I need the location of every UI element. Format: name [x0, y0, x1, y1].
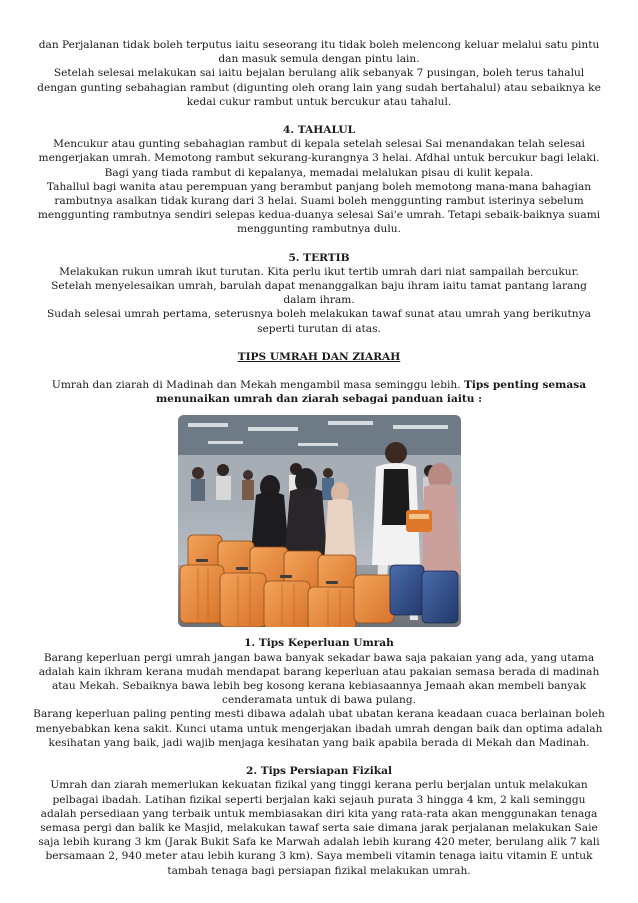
section-heading-tahalul: 4. TAHALUL [282, 124, 356, 137]
tips-lead-bold-text: Tips penting semasa menunaikan umrah dan ziarah sebagai panduan iaitu : [155, 379, 587, 406]
tip1-paragraph-2: Barang keperluan paling penting mesti dibawa adalah ubat ubatan kerana keadaan cuaca berlainan boleh menyebabkan kena sakit. Kunci utama untuk mengerjakan ibadah umrah dengan baik dan optima adalah kesihatan yang baik, jadi wajib menjaga kesihatan yang baik apabila berada di Mekah dan Madinah. [33, 708, 605, 749]
document-page [33, 38, 605, 878]
tertib-paragraph-1: Melakukan rukun umrah ikut turutan. Kita perlu ikut tertib umrah dari niat sampailah bercukur. [59, 265, 579, 278]
tip2-paragraph-1: Umrah dan ziarah memerlukan kekuatan fizikal yang tinggi kerana perlu berjalan untuk melakukan pelbagai ibadah. Latihan fizikal seperti berjalan kaki sejauh purata 3 hingga 4 km, 2 kali seminggu adalah persediaan yang terbaik untuk membiasakan diri kita yang rata-rata akan menggunakan tenaga semasa pergi dan balik ke Masjid, melakukan tawaf serta saie dimana jarak perjalanan melakukan Saie saja lebih kurang 3 km (Jarak Bukit Safa ke Marwah adalah lebih kurang 420 meter, berulang alik 7 kali bersamaan 2, 940 meter atau lebih kurang 3 km). Saya membeli vitamin tenaga iaitu vitamin E untuk tambah tenaga bagi persiapan fizikal melakukan umrah. [38, 779, 600, 877]
pilgrims-luggage-photo [178, 415, 461, 627]
tertib-paragraph-3: Sudah selesai umrah pertama, seterusnya boleh melakukan tawaf sunat atau umrah yang berikutnya seperti turutan di atas. [47, 308, 591, 335]
tip-heading-keperluan: 1. Tips Keperluan Umrah [244, 637, 394, 650]
tip-heading-fizikal: 2. Tips Persiapan Fizikal [245, 765, 393, 778]
tips-lead-text: Umrah dan ziarah di Madinah dan Mekah mengambil masa seminggu lebih. [51, 379, 464, 392]
section-heading-tertib: 5. TERTIB [288, 251, 350, 264]
tips-lead-paragraph [33, 378, 605, 406]
tertib-paragraph-2: Setelah menyelesaikan umrah, barulah dapat menanggalkan baju ihram iaitu tamat pantang larang dalam ihram. [51, 280, 587, 307]
tip1-paragraph-1: Barang keperluan pergi umrah jangan bawa banyak sekadar bawa saja pakaian yang ada, yang utama adalah kain ikhram kerana mudah mendapat barang keperluan atau pakaian semasa berada di madinah atau Mekah. Sebaiknya bawa lebih beg kosong kerana kebiasaannya Jemaah akan membeli banyak cenderamata untuk di bawa pulang. [38, 651, 600, 707]
tips-title: TIPS UMRAH DAN ZIARAH [237, 350, 401, 363]
intro-paragraph-1: dan Perjalanan tidak boleh terputus iaitu seseorang itu tidak boleh melencong keluar melalui satu pintu dan masuk semula dengan pintu lain. [38, 39, 600, 66]
tahalul-paragraph-1: Mencukur atau gunting sebahagian rambut di kepala setelah selesai Sai menandakan telah selesai mengerjakan umrah. Memotong rambut sekurang-kurangnya 3 helai. Afdhal untuk bercukur bagi lelaki. Bagi yang tiada rambut di kepalanya, memadai melalukan pisau di kulit kepala. [38, 138, 600, 179]
tahalul-paragraph-2: Tahallul bagi wanita atau perempuan yang berambut panjang boleh memotong mana-mana bahagian rambutnya asalkan tidak kurang dari 3 helai. Suami boleh menggunting rambut isterinya sebelum menggunting rambutnya sendiri selepas kedua-duanya selesai Sai'e umrah. Tetapi sebaik-baiknya suami menggunting rambutnya dulu. [37, 180, 601, 236]
intro-paragraph-2: Setelah selesai melakukan sai iaitu bejalan berulang alik sebanyak 7 pusingan, boleh terus tahalul dengan gunting sebahagian rambut (digunting oleh orang lain yang sudah bertahalul) atau sebaiknya ke kedai cukur rambut untuk bercukur atau tahalul. [37, 67, 601, 108]
